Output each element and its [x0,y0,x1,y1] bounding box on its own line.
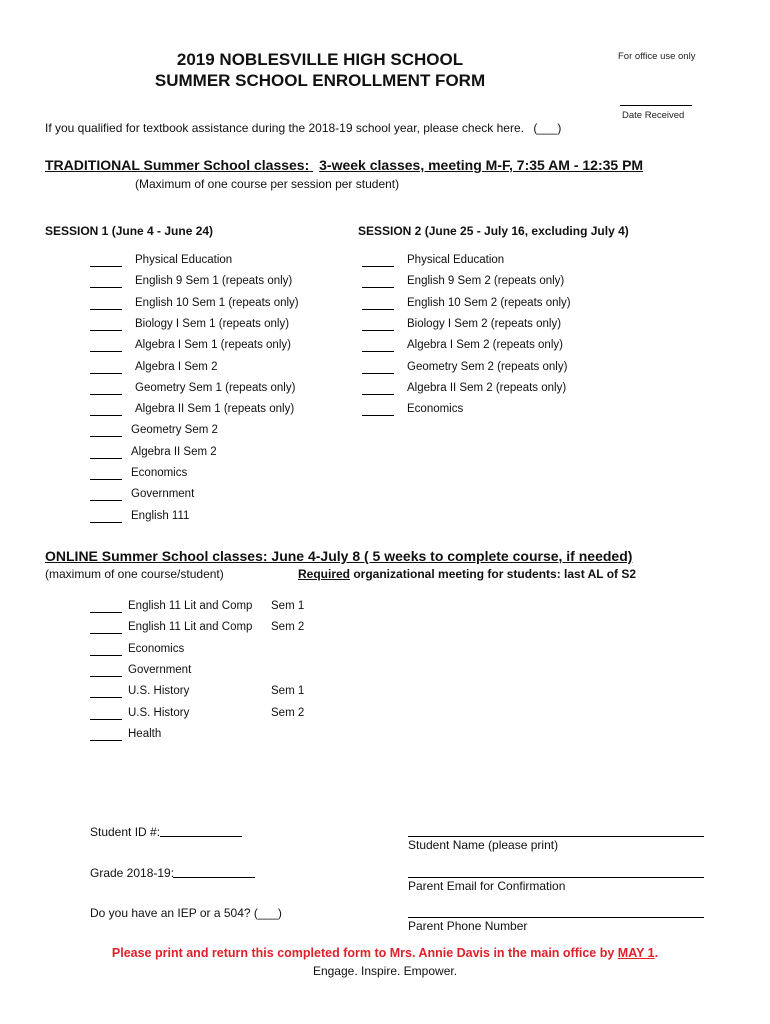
course-checkbox-line[interactable] [90,500,122,501]
course-row [362,297,662,313]
course-row [90,424,390,440]
course-label: English 9 Sem 2 (repeats only) [407,275,565,288]
date-received-label: Date Received [622,110,685,121]
course-label: Algebra II Sem 2 [131,445,217,458]
course-row [362,254,662,270]
course-label: English 111 [131,509,190,522]
course-checkbox-line[interactable] [90,309,122,310]
course-label: English 10 Sem 2 (repeats only) [407,296,571,309]
course-row [90,510,390,526]
date-received-line [620,105,692,106]
course-checkbox-line[interactable] [90,330,122,331]
course-row [90,643,390,659]
iep-question[interactable]: Do you have an IEP or a 504? (___) [90,906,282,920]
return-instructions-text: Please print and return this completed form to Mrs. Annie Davis in the main office by [111,946,618,960]
course-label: Physical Education [407,254,505,266]
session1-title: SESSION 1 (June 4 - June 24) [45,224,214,238]
course-row [90,685,390,701]
course-checkbox-line[interactable] [362,330,394,331]
course-checkbox-line[interactable] [362,309,394,310]
course-label: Algebra I Sem 1 (repeats only) [135,339,291,352]
course-label: English 11 Lit and Comp [128,600,253,612]
course-label: Geometry Sem 2 [131,424,218,437]
course-label: Government [131,488,195,501]
course-row [90,707,390,723]
online-note: (maximum of one course/student) [45,567,224,581]
course-row [362,382,662,398]
grade-label: Grade 2018-19: [90,866,175,880]
course-checkbox-line[interactable] [90,415,122,416]
course-checkbox-line[interactable] [90,612,122,613]
course-row [362,318,662,334]
textbook-assistance-label: If you qualified for textbook assistance during the 2018-19 school year, please check here. [45,121,524,135]
course-checkbox-line[interactable] [90,287,122,288]
course-row [90,446,390,462]
course-label: Algebra II Sem 2 (repeats only) [407,381,567,394]
course-checkbox-line[interactable] [90,351,122,352]
course-row [90,318,390,334]
course-checkbox-line[interactable] [90,266,122,267]
course-label: Geometry Sem 1 (repeats only) [135,381,296,394]
course-checkbox-line[interactable] [362,373,394,374]
course-semester: Sem 1 [271,685,305,698]
course-row [90,467,390,483]
student-name-field[interactable] [408,836,704,837]
traditional-heading-detail: 3-week classes, meeting M-F, 7:35 AM - 12:35 PM [319,157,644,173]
course-row [90,664,390,680]
course-label: English 11 Lit and Comp [128,621,253,634]
student-name-label: Student Name (please print) [408,838,559,852]
course-label: U.S. History [128,706,190,719]
required-meeting-text: organizational meeting for students: last AL of S2 [350,567,637,581]
course-label: Algebra I Sem 2 (repeats only) [407,339,563,352]
course-checkbox-line[interactable] [90,436,122,437]
course-checkbox-line[interactable] [90,655,122,656]
course-checkbox-line[interactable] [90,373,122,374]
office-use-label: For office use only [618,51,696,62]
course-row [90,382,390,398]
course-label: Algebra II Sem 1 (repeats only) [135,403,295,416]
textbook-assistance-checkbox[interactable]: (___) [533,121,562,135]
course-semester: Sem 2 [271,706,305,719]
course-label: Economics [128,642,185,655]
course-semester: Sem 2 [271,621,305,634]
course-row [90,254,390,270]
parent-email-field[interactable] [408,877,704,878]
due-date: MAY 1 [617,946,655,960]
course-row [90,339,390,355]
form-title-line2: SUMMER SCHOOL ENROLLMENT FORM [154,71,486,90]
course-label: Economics [131,467,188,479]
course-row [90,297,390,313]
course-checkbox-line[interactable] [90,394,122,395]
parent-phone-field[interactable] [408,917,704,918]
course-row [90,600,390,616]
traditional-heading-main: TRADITIONAL Summer School classes: [45,157,310,173]
textbook-assistance-text [45,121,561,135]
return-instructions-end: . [654,946,659,960]
course-row [362,275,662,291]
course-checkbox-line[interactable] [90,522,122,523]
required-word: Required [298,567,351,581]
return-instructions [0,946,770,960]
course-row [90,488,390,504]
school-motto: Engage. Inspire. Empower. [312,964,458,978]
course-checkbox-line[interactable] [90,633,122,634]
course-label: English 10 Sem 1 (repeats only) [135,296,299,309]
course-checkbox-line[interactable] [90,458,122,459]
traditional-note: (Maximum of one course per session per student) [135,177,400,191]
course-row [362,403,662,419]
course-label: Physical Education [135,254,233,266]
course-row [90,403,390,419]
course-label: Health [128,727,162,740]
course-checkbox-line[interactable] [362,415,394,416]
course-row [90,361,390,377]
course-checkbox-line[interactable] [90,676,122,677]
course-row [90,275,390,291]
session2-title: SESSION 2 (June 25 - July 16, excluding July 4) [358,224,629,238]
course-label: Algebra I Sem 2 [135,360,218,373]
course-checkbox-line[interactable] [90,697,122,698]
course-label: Geometry Sem 2 (repeats only) [407,360,568,373]
course-row [90,728,390,744]
course-label: Biology I Sem 1 (repeats only) [135,317,290,330]
parent-email-label: Parent Email for Confirmation [408,879,566,893]
course-label: U.S. History [128,685,190,698]
form-title-line1: 2019 NOBLESVILLE HIGH SCHOOL [176,50,464,69]
course-checkbox-line[interactable] [362,351,394,352]
course-row [362,361,662,377]
course-checkbox-line[interactable] [90,740,122,741]
student-id-field[interactable] [160,836,242,837]
course-checkbox-line[interactable] [362,394,394,395]
course-checkbox-line[interactable] [90,479,122,480]
course-label: Biology I Sem 2 (repeats only) [407,317,562,330]
grade-field[interactable] [173,877,255,878]
course-row [362,339,662,355]
course-row [90,621,390,637]
online-heading: ONLINE Summer School classes: June 4-July 8 ( 5 weeks to complete course, if needed) [45,548,633,564]
course-checkbox-line[interactable] [90,719,122,720]
course-checkbox-line[interactable] [362,266,394,267]
course-semester: Sem 1 [271,600,305,612]
course-label: Government [128,663,192,676]
student-id-label: Student ID #: [90,825,161,839]
traditional-heading [45,157,643,173]
parent-phone-label: Parent Phone Number [408,919,528,933]
online-required-meeting [298,567,636,581]
course-label: Economics [407,403,464,416]
course-label: English 9 Sem 1 (repeats only) [135,275,293,288]
course-checkbox-line[interactable] [362,287,394,288]
